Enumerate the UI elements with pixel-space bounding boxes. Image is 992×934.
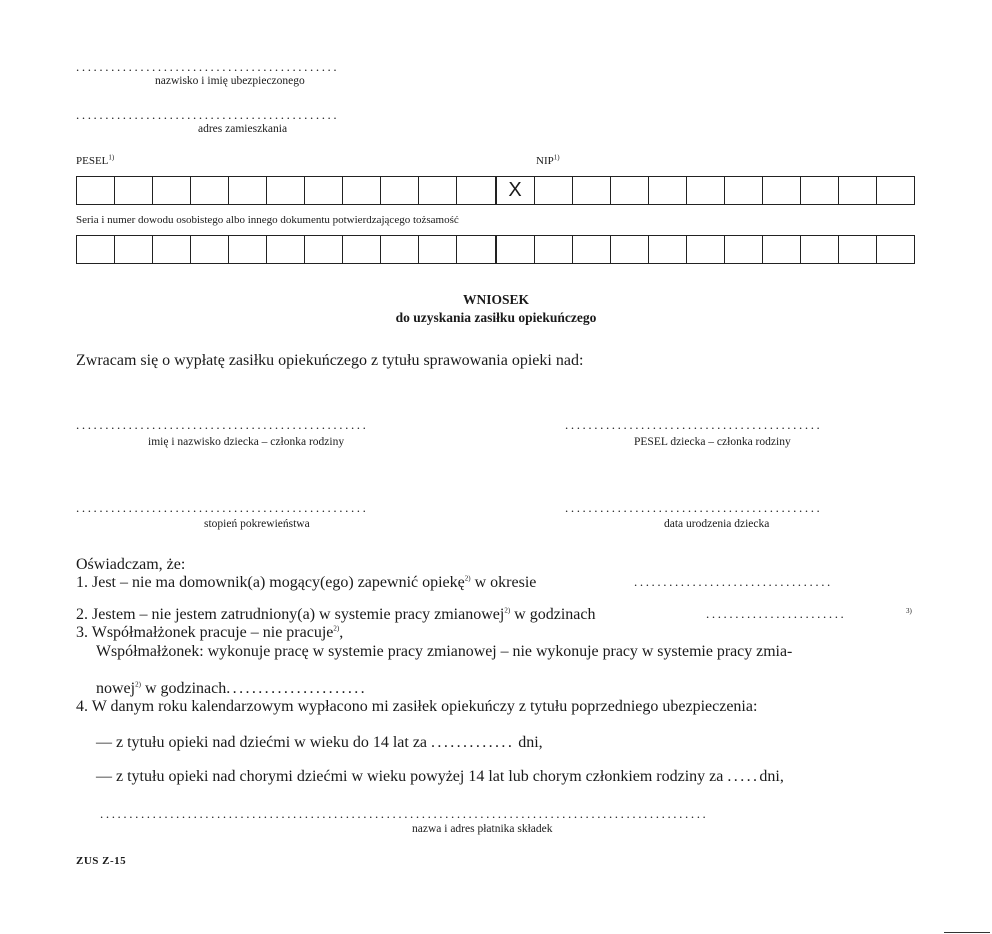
statement-3-line-2: Współmałżonek: wykonuje pracę w systemie pracy zmianowej – nie wykonuje pracy w systemie pracy zmia- (96, 643, 793, 660)
statement-1-tail: w okresie (470, 574, 537, 591)
input-box[interactable] (342, 236, 380, 263)
statement-4a-dotted-line[interactable]: ............. (431, 734, 515, 751)
input-box[interactable]: X (495, 177, 534, 204)
statement-4a (96, 734, 543, 752)
input-box[interactable] (800, 177, 838, 204)
statement-3-line-3-footnote: 2) (135, 680, 141, 689)
statement-1 (76, 574, 536, 592)
input-box[interactable] (152, 236, 190, 263)
input-box[interactable] (77, 236, 114, 263)
input-box[interactable] (534, 177, 572, 204)
input-box[interactable] (418, 236, 456, 263)
input-box[interactable] (190, 177, 228, 204)
nip-footnote: 1) (553, 153, 560, 162)
input-box[interactable] (648, 236, 686, 263)
input-box[interactable] (380, 236, 418, 263)
statement-3 (76, 624, 343, 642)
statement-1-footnote: 2) (464, 574, 471, 583)
input-box[interactable] (152, 177, 190, 204)
input-box[interactable] (456, 177, 494, 204)
statement-3-tail: , (339, 624, 344, 641)
statement-2-footnote: 2) (504, 606, 511, 615)
corner-rule (944, 932, 990, 933)
child-name-dotted-line[interactable]: .................................................. (76, 418, 369, 432)
payer-caption: nazwa i adres płatnika składek (412, 823, 553, 835)
statement-4b-dotted-line[interactable]: ..... (727, 768, 760, 785)
pesel-label-text: PESEL (76, 155, 109, 167)
input-box[interactable] (190, 236, 228, 263)
nip-label-text: NIP (536, 155, 554, 167)
input-box[interactable] (762, 236, 800, 263)
input-box[interactable] (418, 177, 456, 204)
form-subtitle: do uzyskania zasiłku opiekuńczego (395, 310, 597, 325)
statement-1-text: 1. Jest – nie ma domownik(a) mogący(ego) zapewnić opiekę (76, 574, 465, 591)
address-dotted-line[interactable]: ............................................. (76, 108, 340, 122)
statement-3-line-3-text: nowej (96, 680, 136, 697)
name-dotted-line[interactable]: ............................................. (76, 60, 340, 74)
statement-3-line-3-tail: w godzinach (140, 680, 227, 697)
input-box[interactable] (610, 236, 648, 263)
input-box[interactable] (838, 236, 876, 263)
input-box[interactable] (876, 177, 914, 204)
input-box[interactable] (876, 236, 914, 263)
id-document-label: Seria i numer dowodu osobistego albo innego dokumentu potwierdzającego tożsamość (76, 214, 459, 226)
statement-2-dotted-line[interactable]: ........................ (706, 607, 847, 621)
input-box[interactable] (266, 236, 304, 263)
birthdate-dotted-line[interactable]: ............................................ (565, 501, 823, 515)
input-box[interactable] (724, 177, 762, 204)
statement-3-dotted-line[interactable]: ...................... (226, 680, 368, 697)
statement-4b (96, 768, 784, 786)
input-box[interactable] (77, 177, 114, 204)
input-box[interactable] (342, 177, 380, 204)
input-box[interactable] (610, 177, 648, 204)
name-caption: nazwisko i imię ubezpieczonego (155, 75, 305, 87)
statement-4: 4. W danym roku kalendarzowym wypłacono mi zasiłek opiekuńczy z tytułu poprzedniego ubezpieczenia: (76, 698, 758, 715)
input-box[interactable] (800, 236, 838, 263)
statement-4b-text: — z tytułu opieki nad chorymi dziećmi w wieku powyżej 14 lat lub chorym członkiem rodziny za (96, 768, 724, 785)
child-pesel-caption: PESEL dziecka – członka rodziny (634, 436, 791, 448)
statement-3-text: 3. Współmałżonek pracuje – nie pracuje (76, 624, 334, 641)
statement-1-dotted-line[interactable]: .................................. (634, 575, 833, 589)
input-box[interactable] (534, 236, 572, 263)
id-document-boxes[interactable] (76, 235, 915, 264)
input-box[interactable] (762, 177, 800, 204)
payer-dotted-line[interactable]: ........................................................................................................ (100, 807, 709, 821)
input-box[interactable] (686, 177, 724, 204)
form-title: WNIOSEK (462, 292, 530, 307)
statements-heading: Oświadczam, że: (76, 556, 186, 573)
input-box[interactable] (838, 177, 876, 204)
birthdate-caption: data urodzenia dziecka (664, 518, 770, 530)
child-pesel-dotted-line[interactable]: ............................................ (565, 418, 823, 432)
input-box[interactable] (114, 177, 152, 204)
input-box[interactable] (686, 236, 724, 263)
intro-text: Zwracam się o wypłatę zasiłku opiekuńczego z tytułu sprawowania opieki nad: (76, 352, 584, 369)
form-code: ZUS Z-15 (76, 855, 127, 867)
input-box[interactable] (228, 177, 266, 204)
input-box[interactable] (572, 236, 610, 263)
input-box[interactable] (572, 177, 610, 204)
child-name-caption: imię i nazwisko dziecka – członka rodziny (148, 436, 345, 448)
pesel-footnote: 1) (108, 153, 115, 162)
statement-3-line-3 (96, 680, 367, 698)
input-box[interactable] (228, 236, 266, 263)
input-box[interactable] (304, 177, 342, 204)
statement-4a-tail: dni, (514, 734, 543, 751)
pesel-nip-boxes[interactable] (76, 176, 915, 205)
pesel-label (76, 155, 114, 168)
statement-4a-text: — z tytułu opieki nad dziećmi w wieku do 14 lat za (96, 734, 428, 751)
input-box[interactable] (114, 236, 152, 263)
input-box[interactable] (648, 177, 686, 204)
statement-2-text: 2. Jestem – nie jestem zatrudniony(a) w systemie pracy zmianowej (76, 606, 505, 623)
input-box[interactable] (304, 236, 342, 263)
input-box[interactable] (724, 236, 762, 263)
relation-caption: stopień pokrewieństwa (204, 518, 310, 530)
input-box[interactable] (266, 177, 304, 204)
statement-4b-tail: dni, (759, 768, 784, 785)
statement-2-tail: w godzinach (510, 606, 596, 623)
relation-dotted-line[interactable]: .................................................. (76, 501, 369, 515)
input-box[interactable] (456, 236, 494, 263)
nip-label (536, 155, 560, 168)
statement-2 (76, 606, 595, 624)
input-box[interactable] (495, 236, 534, 263)
input-box[interactable] (380, 177, 418, 204)
address-caption: adres zamieszkania (198, 123, 288, 135)
statement-3-footnote: 2) (333, 624, 340, 633)
